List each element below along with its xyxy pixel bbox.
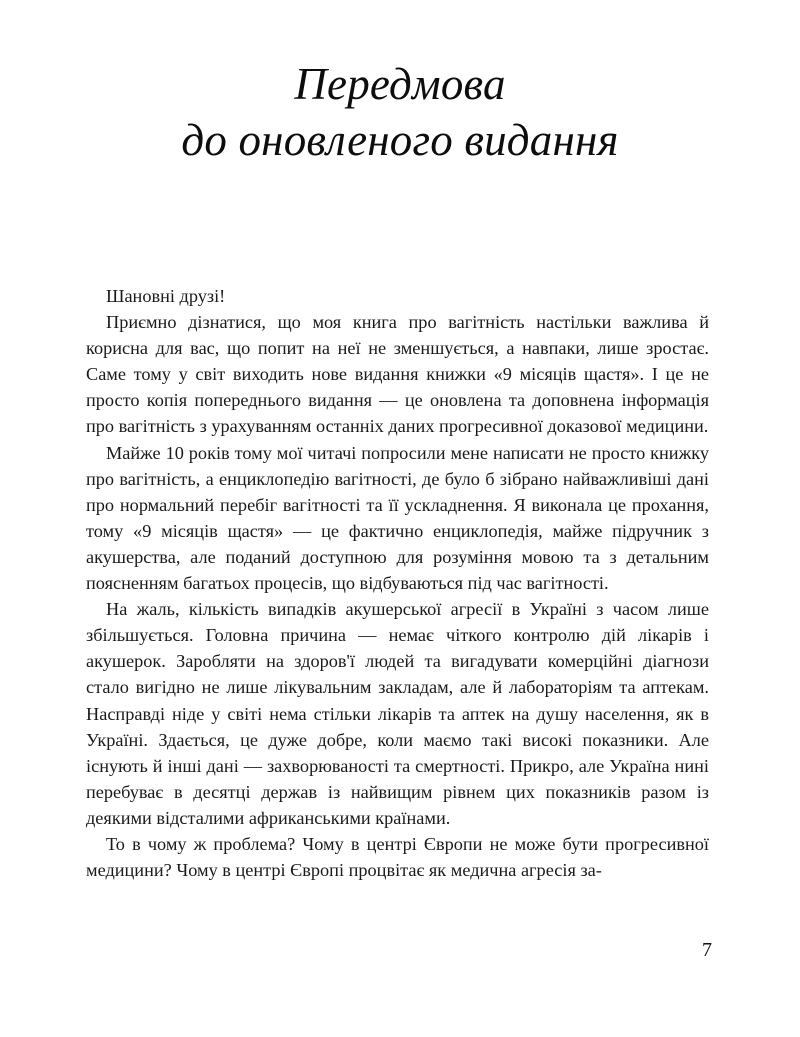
- page-number: 7: [702, 939, 712, 961]
- body-text-column: [86, 283, 709, 883]
- paragraph-1: Приємно дізнатися, що моя книга про вагітність настільки важлива й корисна для вас, що попит на неї не зменшується, а навпаки, лише зростає. Саме тому у світ виходить нове видання книжки «9 місяців щастя». І це не просто копія попереднього видання — це оновлена та доповнена інформація про вагітність з урахуванням останніх даних прогресивної доказової медицини.: [86, 312, 709, 437]
- chapter-title: [0, 58, 800, 166]
- chapter-title-line-1: Передмова: [294, 59, 506, 109]
- paragraph-greeting: Шановні друзі!: [106, 286, 226, 306]
- chapter-title-line-2: до оновленого видання: [181, 115, 619, 165]
- paragraph-3: На жаль, кількість випадків акушерської агресії в Україні з часом лише збільшується. Головна причина — немає чіткого контролю дій лікарів і акушерок. Заробляти на здоров'ї людей та вигадувати комерційні діагнози стало вигідно не лише лікувальним закладам, але й лабораторіям та аптекам. Насправді ніде у світі нема стільки лікарів та аптек на душу населення, як в Україні. Здається, це дуже добре, коли маємо такі високі показники. Але існують й інші дані — захворюваності та смертності. Прикро, але Україна нині перебуває в десятці держав із найвищим рівнем цих показників разом із деякими відсталими африканськими країнами.: [86, 599, 709, 828]
- paragraph-4: То в чому ж проблема? Чому в центрі Європи не може бути прогресивної медицини? Чому в центрі Європі процвітає як медична агресія за-: [86, 833, 709, 881]
- paragraph-2: Майже 10 років тому мої читачі попросили мене написати не просто книжку про вагітність, а енциклопедію вагітності, де було б зібрано найважливіші дані про нормальний перебіг вагітності та її ускладнення. Я виконала це прохання, тому «9 місяців щастя» — це фактично енциклопедія, майже підручник з акушерства, але поданий доступною для розуміння мовою та з детальним поясненням багатьох процесів, що відбуваються під час вагітності.: [86, 442, 709, 594]
